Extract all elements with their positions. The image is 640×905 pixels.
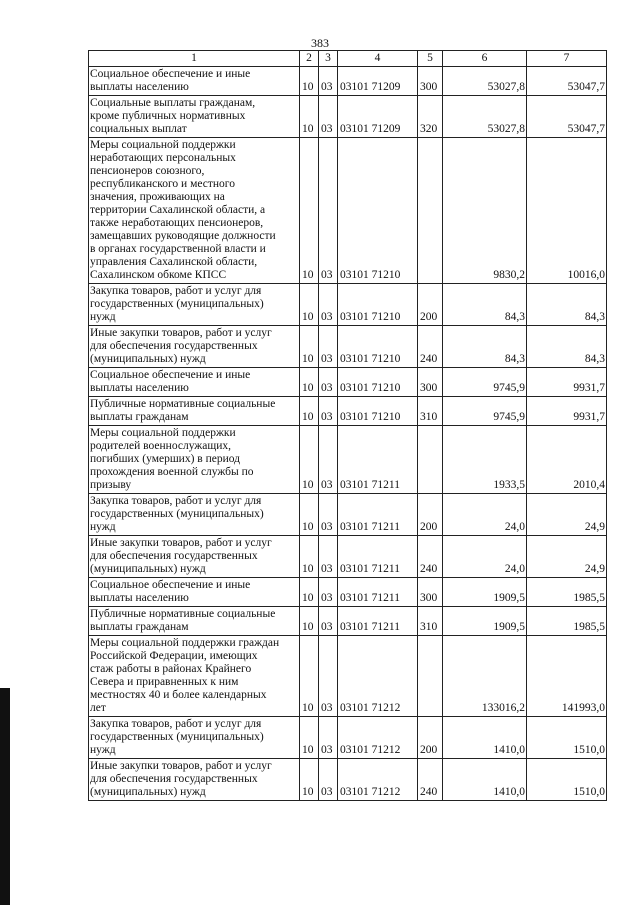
section-code-cell: 10	[300, 96, 319, 138]
column-header: 6	[443, 51, 527, 67]
column-header: 2	[300, 51, 319, 67]
target-article-cell: 03101 71211	[338, 607, 418, 636]
amount-year2-cell: 2010,4	[527, 426, 607, 494]
expense-type-cell: 300	[418, 67, 443, 96]
expense-type-cell: 200	[418, 284, 443, 326]
table-row	[89, 759, 607, 801]
table-row	[89, 607, 607, 636]
column-header: 4	[338, 51, 418, 67]
expense-type-cell: 320	[418, 96, 443, 138]
amount-year2-cell: 1510,0	[527, 717, 607, 759]
subsection-code-cell: 03	[319, 96, 338, 138]
amount-year1-cell: 84,3	[443, 326, 527, 368]
table-row	[89, 96, 607, 138]
subsection-code-cell: 03	[319, 759, 338, 801]
row-name-cell: Социальное обеспечение и иные выплаты населению	[89, 67, 300, 96]
subsection-code-cell: 03	[319, 536, 338, 578]
section-code-cell: 10	[300, 636, 319, 717]
table-row	[89, 636, 607, 717]
section-code-cell: 10	[300, 536, 319, 578]
amount-year1-cell: 9830,2	[443, 138, 527, 284]
table-row	[89, 138, 607, 284]
subsection-code-cell: 03	[319, 494, 338, 536]
section-code-cell: 10	[300, 717, 319, 759]
section-code-cell: 10	[300, 284, 319, 326]
expense-type-cell: 300	[418, 578, 443, 607]
section-code-cell: 10	[300, 138, 319, 284]
expense-type-cell: 240	[418, 759, 443, 801]
target-article-cell: 03101 71210	[338, 326, 418, 368]
row-name-cell: Закупка товаров, работ и услуг для государственных (муниципальных) нужд	[89, 284, 300, 326]
column-header: 3	[319, 51, 338, 67]
amount-year1-cell: 1410,0	[443, 759, 527, 801]
table-row	[89, 67, 607, 96]
row-name-cell: Иные закупки товаров, работ и услуг для обеспечения государственных (муниципальных) нужд	[89, 326, 300, 368]
expense-type-cell: 240	[418, 326, 443, 368]
table-row	[89, 368, 607, 397]
target-article-cell: 03101 71211	[338, 578, 418, 607]
amount-year1-cell: 1909,5	[443, 607, 527, 636]
budget-table	[88, 50, 607, 801]
subsection-code-cell: 03	[319, 67, 338, 96]
amount-year1-cell: 53027,8	[443, 96, 527, 138]
amount-year2-cell: 10016,0	[527, 138, 607, 284]
table-row	[89, 426, 607, 494]
row-name-cell: Публичные нормативные социальные выплаты гражданам	[89, 397, 300, 426]
target-article-cell: 03101 71210	[338, 138, 418, 284]
section-code-cell: 10	[300, 368, 319, 397]
subsection-code-cell: 03	[319, 397, 338, 426]
amount-year2-cell: 24,9	[527, 536, 607, 578]
amount-year2-cell: 1985,5	[527, 607, 607, 636]
expense-type-cell: 200	[418, 494, 443, 536]
subsection-code-cell: 03	[319, 138, 338, 284]
table-row	[89, 494, 607, 536]
table-row	[89, 326, 607, 368]
expense-type-cell: 300	[418, 368, 443, 397]
table-row	[89, 717, 607, 759]
table-row	[89, 578, 607, 607]
table-body	[89, 67, 607, 801]
expense-type-cell: 200	[418, 717, 443, 759]
amount-year1-cell: 1933,5	[443, 426, 527, 494]
amount-year1-cell: 9745,9	[443, 368, 527, 397]
column-header: 7	[527, 51, 607, 67]
target-article-cell: 03101 71211	[338, 536, 418, 578]
amount-year2-cell: 9931,7	[527, 368, 607, 397]
expense-type-cell	[418, 636, 443, 717]
row-name-cell: Социальное обеспечение и иные выплаты населению	[89, 368, 300, 397]
row-name-cell: Закупка товаров, работ и услуг для государственных (муниципальных) нужд	[89, 494, 300, 536]
scan-edge-bar	[0, 688, 10, 905]
subsection-code-cell: 03	[319, 636, 338, 717]
amount-year1-cell: 84,3	[443, 284, 527, 326]
expense-type-cell: 310	[418, 607, 443, 636]
column-header: 1	[89, 51, 300, 67]
subsection-code-cell: 03	[319, 284, 338, 326]
target-article-cell: 03101 71212	[338, 636, 418, 717]
row-name-cell: Иные закупки товаров, работ и услуг для обеспечения государственных (муниципальных) нужд	[89, 536, 300, 578]
table-row	[89, 397, 607, 426]
page-number: 383	[311, 36, 329, 50]
amount-year2-cell: 24,9	[527, 494, 607, 536]
subsection-code-cell: 03	[319, 578, 338, 607]
target-article-cell: 03101 71212	[338, 759, 418, 801]
column-header: 5	[418, 51, 443, 67]
target-article-cell: 03101 71212	[338, 717, 418, 759]
section-code-cell: 10	[300, 426, 319, 494]
amount-year1-cell: 9745,9	[443, 397, 527, 426]
section-code-cell: 10	[300, 578, 319, 607]
section-code-cell: 10	[300, 759, 319, 801]
target-article-cell: 03101 71210	[338, 397, 418, 426]
subsection-code-cell: 03	[319, 607, 338, 636]
row-name-cell: Меры социальной поддержки граждан Российской Федерации, имеющих стаж работы в районах Крайнего Севера и приравненных к ним местностях 40 и более календарных лет	[89, 636, 300, 717]
row-name-cell: Социальное обеспечение и иные выплаты населению	[89, 578, 300, 607]
expense-type-cell	[418, 426, 443, 494]
section-code-cell: 10	[300, 607, 319, 636]
subsection-code-cell: 03	[319, 717, 338, 759]
amount-year2-cell: 1510,0	[527, 759, 607, 801]
amount-year1-cell: 1909,5	[443, 578, 527, 607]
amount-year2-cell: 141993,0	[527, 636, 607, 717]
target-article-cell: 03101 71210	[338, 284, 418, 326]
amount-year2-cell: 84,3	[527, 284, 607, 326]
subsection-code-cell: 03	[319, 326, 338, 368]
row-name-cell: Меры социальной поддержки родителей военнослужащих, погибших (умерших) в период прохождения военной службы по призыву	[89, 426, 300, 494]
section-code-cell: 10	[300, 67, 319, 96]
amount-year2-cell: 1985,5	[527, 578, 607, 607]
table-row	[89, 536, 607, 578]
section-code-cell: 10	[300, 494, 319, 536]
target-article-cell: 03101 71211	[338, 426, 418, 494]
amount-year1-cell: 24,0	[443, 536, 527, 578]
row-name-cell: Публичные нормативные социальные выплаты гражданам	[89, 607, 300, 636]
expense-type-cell: 310	[418, 397, 443, 426]
row-name-cell: Иные закупки товаров, работ и услуг для обеспечения государственных (муниципальных) нужд	[89, 759, 300, 801]
expense-type-cell: 240	[418, 536, 443, 578]
expense-type-cell	[418, 138, 443, 284]
subsection-code-cell: 03	[319, 426, 338, 494]
section-code-cell: 10	[300, 397, 319, 426]
subsection-code-cell: 03	[319, 368, 338, 397]
row-name-cell: Закупка товаров, работ и услуг для государственных (муниципальных) нужд	[89, 717, 300, 759]
amount-year2-cell: 53047,7	[527, 96, 607, 138]
amount-year1-cell: 53027,8	[443, 67, 527, 96]
header-row	[89, 51, 607, 67]
target-article-cell: 03101 71210	[338, 368, 418, 397]
row-name-cell: Социальные выплаты гражданам, кроме публичных нормативных социальных выплат	[89, 96, 300, 138]
target-article-cell: 03101 71209	[338, 96, 418, 138]
amount-year2-cell: 9931,7	[527, 397, 607, 426]
amount-year2-cell: 53047,7	[527, 67, 607, 96]
target-article-cell: 03101 71209	[338, 67, 418, 96]
amount-year2-cell: 84,3	[527, 326, 607, 368]
table-row	[89, 284, 607, 326]
amount-year1-cell: 1410,0	[443, 717, 527, 759]
row-name-cell: Меры социальной поддержки неработающих персональных пенсионеров союзного, республиканского и местного значения, проживающих на территории Сахалинской области, а также неработающих пенсионеров, замещавших руководящие должности в органах государственной власти и управления Сахалинской области, Сахалинском обкоме КПСС	[89, 138, 300, 284]
amount-year1-cell: 24,0	[443, 494, 527, 536]
amount-year1-cell: 133016,2	[443, 636, 527, 717]
section-code-cell: 10	[300, 326, 319, 368]
target-article-cell: 03101 71211	[338, 494, 418, 536]
